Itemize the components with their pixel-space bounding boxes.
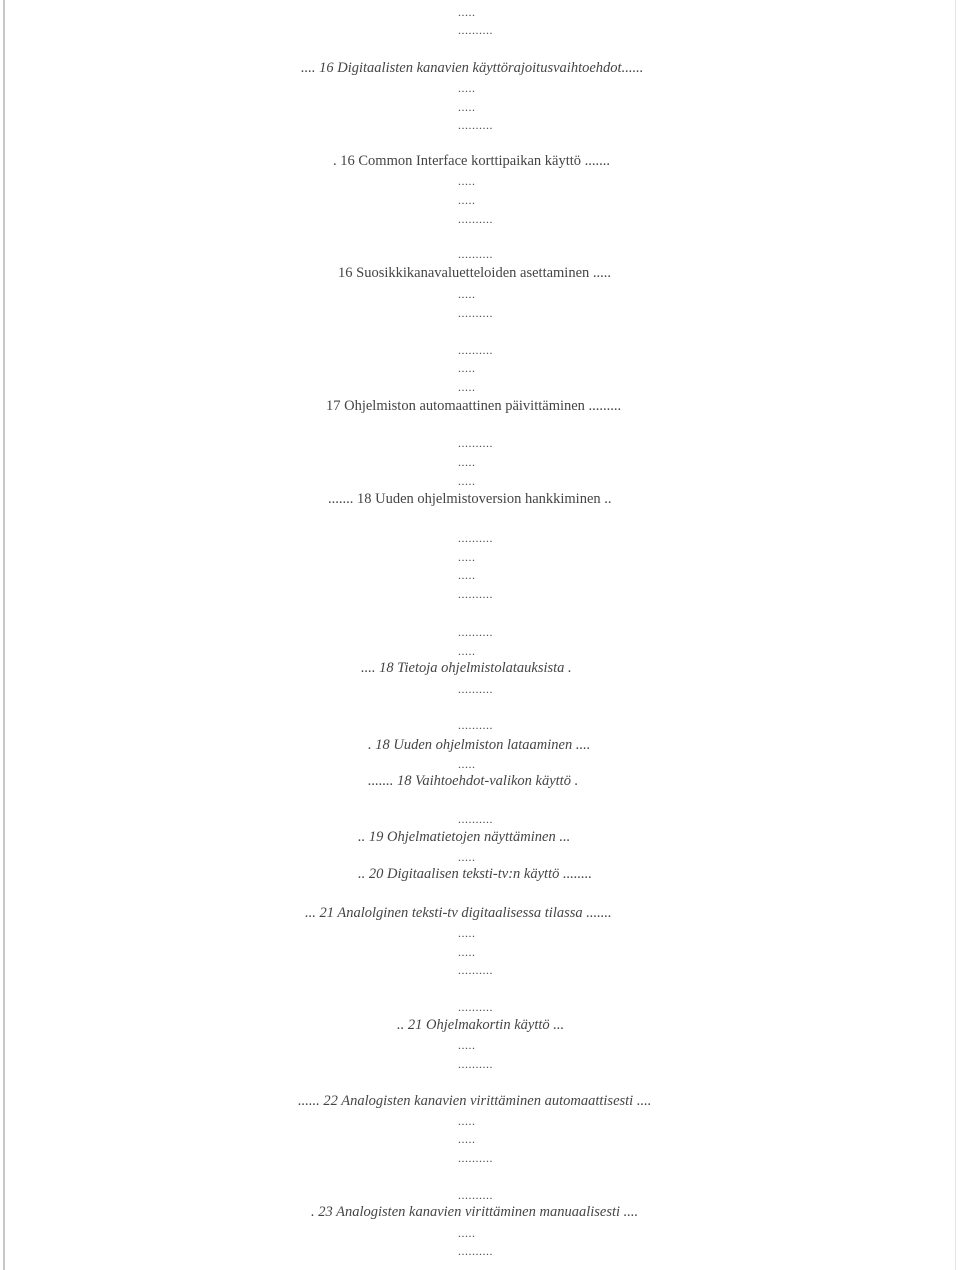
dot-leader: ..... [458,1132,476,1146]
dot-leader: .......... [458,812,493,826]
dot-leader: ..... [458,850,476,864]
dot-leader: ..... [458,5,476,19]
dot-leader: ..... [458,1114,476,1128]
toc-entry[interactable]: ...... 22 Analogisten kanavien virittäminen automaattisesti .... [298,1093,652,1109]
toc-entry[interactable]: . 16 Common Interface korttipaikan käyttö ....... [333,153,611,169]
toc-entry[interactable]: .... 18 Tietoja ohjelmistolatauksista . [361,660,572,676]
dot-leader: .......... [458,212,493,226]
dot-leader: ..... [458,1226,476,1240]
dot-leader: .......... [458,625,493,639]
page-left-border [3,0,5,1270]
toc-entry[interactable]: . 18 Uuden ohjelmiston lataaminen .... [368,737,591,753]
toc-entry[interactable]: .... 16 Digitaalisten kanavien käyttörajoitusvaihtoehdot...... [301,60,644,76]
toc-entry[interactable]: ....... 18 Vaihtoehdot-valikon käyttö . [368,773,579,789]
dot-leader: ..... [458,757,476,771]
dot-leader: ..... [458,455,476,469]
toc-entry[interactable]: ....... 18 Uuden ohjelmistoversion hankkiminen .. [328,491,612,507]
toc-entry[interactable]: . 23 Analogisten kanavien virittäminen manuaalisesti .... [311,1204,639,1220]
dot-leader: .......... [458,531,493,545]
dot-leader: ..... [458,644,476,658]
dot-leader: ..... [458,287,476,301]
dot-leader: .......... [458,118,493,132]
dot-leader: ..... [458,380,476,394]
dot-leader: ..... [458,1038,476,1052]
dot-leader: ..... [458,926,476,940]
dot-leader: .......... [458,1188,493,1202]
page-right-border [955,0,956,1270]
dot-leader: ..... [458,81,476,95]
dot-leader: ..... [458,361,476,375]
dot-leader: ..... [458,945,476,959]
dot-leader: .......... [458,1057,493,1071]
dot-leader: .......... [458,1151,493,1165]
dot-leader: .......... [458,306,493,320]
toc-entry[interactable]: .. 19 Ohjelmatietojen näyttäminen ... [358,829,571,845]
dot-leader: .......... [458,963,493,977]
dot-leader: .......... [458,587,493,601]
dot-leader: ..... [458,174,476,188]
dot-leader: .......... [458,1244,493,1258]
dot-leader: ..... [458,568,476,582]
dot-leader: .......... [458,718,493,732]
toc-entry[interactable]: .. 21 Ohjelmakortin käyttö ... [397,1017,565,1033]
dot-leader: ..... [458,550,476,564]
dot-leader: ..... [458,474,476,488]
dot-leader: ..... [458,100,476,114]
toc-entry[interactable]: 16 Suosikkikanavaluetteloiden asettaminen ..... [338,265,612,281]
toc-entry[interactable]: ... 21 Analolginen teksti-tv digitaalisessa tilassa ....... [305,905,612,921]
dot-leader: .......... [458,436,493,450]
toc-entry[interactable]: 17 Ohjelmiston automaattinen päivittäminen ......... [326,398,622,414]
dot-leader: .......... [458,247,493,261]
dot-leader: ..... [458,193,476,207]
toc-entry[interactable]: .. 20 Digitaalisen teksti-tv:n käyttö ........ [358,866,592,882]
dot-leader: .......... [458,343,493,357]
dot-leader: .......... [458,1000,493,1014]
dot-leader: .......... [458,23,493,37]
dot-leader: .......... [458,682,493,696]
